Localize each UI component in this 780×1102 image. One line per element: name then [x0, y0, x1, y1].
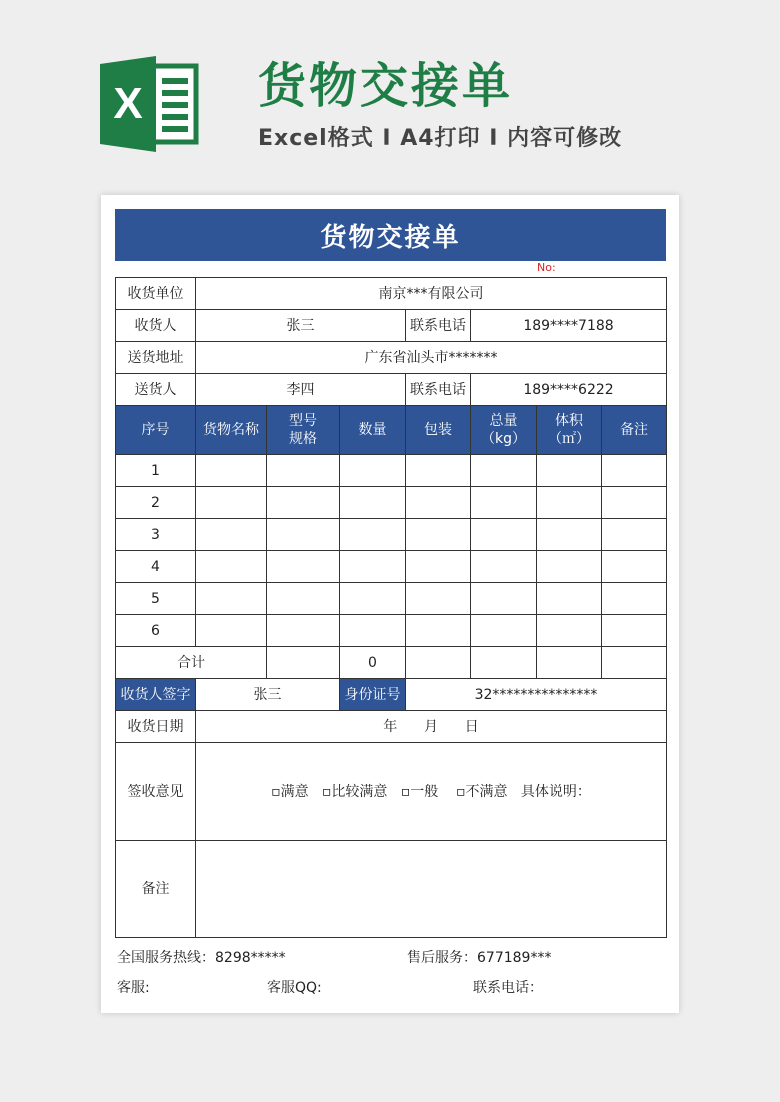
row-seq: 1 — [116, 455, 196, 487]
excel-logo-icon — [100, 56, 200, 152]
row-seq: 3 — [116, 519, 196, 551]
receiver-row — [116, 310, 667, 342]
cell-weight[interactable] — [471, 615, 537, 647]
col-header-volume-line2: （㎡） — [548, 431, 590, 447]
after-sale-service: 售后服务：677189*** — [407, 950, 552, 966]
cell-volume[interactable] — [537, 615, 602, 647]
cell-model[interactable] — [267, 487, 340, 519]
cell-weight[interactable] — [471, 519, 537, 551]
col-header-model — [267, 406, 340, 455]
cell-volume[interactable] — [537, 519, 602, 551]
receiver-phone-label: 联系电话 — [406, 310, 471, 342]
receive-date-value[interactable]: 年 月 日 — [196, 711, 667, 743]
page-title: 货物交接单 — [258, 58, 514, 114]
table-row — [116, 615, 667, 647]
cell-pack[interactable] — [406, 519, 471, 551]
deliverer-value[interactable]: 李四 — [196, 374, 406, 406]
cell-pack[interactable] — [406, 615, 471, 647]
cell-volume[interactable] — [537, 487, 602, 519]
receive-date-label: 收货日期 — [116, 711, 196, 743]
receiver-phone-value[interactable]: 189****7188 — [471, 310, 667, 342]
col-header-volume — [537, 406, 602, 455]
cell-name[interactable] — [196, 455, 267, 487]
cell-remark[interactable] — [602, 583, 667, 615]
receiver-signature-value[interactable]: 张三 — [196, 679, 340, 711]
cell-weight[interactable] — [471, 487, 537, 519]
cell-qty[interactable] — [340, 615, 406, 647]
remark-value[interactable] — [196, 841, 667, 938]
col-header-weight — [471, 406, 537, 455]
total-model-cell[interactable] — [267, 647, 340, 679]
cell-qty[interactable] — [340, 519, 406, 551]
cell-weight[interactable] — [471, 583, 537, 615]
table-row — [116, 455, 667, 487]
contact-phone: 联系电话： — [473, 980, 543, 996]
total-pack-cell[interactable] — [406, 647, 471, 679]
deliverer-label: 送货人 — [116, 374, 196, 406]
sign-opinion-label: 签收意见 — [116, 743, 196, 841]
cell-pack[interactable] — [406, 487, 471, 519]
customer-service-qq: 客服QQ: — [267, 980, 322, 996]
total-row — [116, 647, 667, 679]
total-remark-cell[interactable] — [602, 647, 667, 679]
cell-remark[interactable] — [602, 455, 667, 487]
cell-pack[interactable] — [406, 551, 471, 583]
col-header-weight-line2: （kg） — [481, 431, 526, 447]
total-volume-cell[interactable] — [537, 647, 602, 679]
remark-label: 备注 — [116, 841, 196, 938]
form-sheet — [101, 195, 679, 1013]
column-header-row — [116, 406, 667, 455]
sign-opinion-row — [116, 743, 667, 841]
row-seq: 2 — [116, 487, 196, 519]
deliverer-row — [116, 374, 667, 406]
receiver-value[interactable]: 张三 — [196, 310, 406, 342]
cell-qty[interactable] — [340, 551, 406, 583]
id-number-value[interactable]: 32*************** — [406, 679, 667, 711]
cell-remark[interactable] — [602, 551, 667, 583]
row-seq: 4 — [116, 551, 196, 583]
customer-service: 客服: — [117, 980, 150, 996]
cell-remark[interactable] — [602, 519, 667, 551]
table-row — [116, 487, 667, 519]
receiver-label: 收货人 — [116, 310, 196, 342]
row-seq: 6 — [116, 615, 196, 647]
cell-pack[interactable] — [406, 583, 471, 615]
delivery-address-label: 送货地址 — [116, 342, 196, 374]
receiver-unit-value[interactable]: 南京***有限公司 — [196, 278, 667, 310]
col-header-qty: 数量 — [340, 406, 406, 455]
table-row — [116, 583, 667, 615]
cell-volume[interactable] — [537, 455, 602, 487]
col-header-model-line2: 规格 — [289, 431, 317, 447]
cell-qty[interactable] — [340, 487, 406, 519]
service-hotline: 全国服务热线：8298***** — [117, 950, 286, 966]
sign-opinion-options[interactable]: ▫满意 ▫比较满意 ▫一般 ▫不满意 具体说明： — [196, 743, 667, 841]
receiver-unit-row — [116, 278, 667, 310]
cell-model[interactable] — [267, 519, 340, 551]
handover-table — [115, 277, 667, 938]
cell-volume[interactable] — [537, 551, 602, 583]
cell-name[interactable] — [196, 615, 267, 647]
cell-name[interactable] — [196, 519, 267, 551]
total-weight-cell[interactable] — [471, 647, 537, 679]
cell-name[interactable] — [196, 487, 267, 519]
page-subtitle: Excel格式 Ι A4打印 Ι 内容可修改 — [258, 126, 623, 151]
row-seq: 5 — [116, 583, 196, 615]
deliverer-phone-label: 联系电话 — [406, 374, 471, 406]
receive-date-row — [116, 711, 667, 743]
cell-volume[interactable] — [537, 583, 602, 615]
id-number-label: 身份证号 — [340, 679, 406, 711]
cell-weight[interactable] — [471, 455, 537, 487]
cell-qty[interactable] — [340, 583, 406, 615]
cell-remark[interactable] — [602, 487, 667, 519]
col-header-weight-line1: 总量 — [489, 413, 518, 429]
cell-model[interactable] — [267, 583, 340, 615]
remark-row — [116, 841, 667, 938]
cell-model[interactable] — [267, 615, 340, 647]
receiver-unit-label: 收货单位 — [116, 278, 196, 310]
col-header-volume-line1: 体积 — [555, 413, 583, 429]
col-header-pack: 包装 — [406, 406, 471, 455]
cell-weight[interactable] — [471, 551, 537, 583]
deliverer-phone-value[interactable]: 189****6222 — [471, 374, 667, 406]
cell-model[interactable] — [267, 455, 340, 487]
cell-qty[interactable] — [340, 455, 406, 487]
col-header-name: 货物名称 — [196, 406, 267, 455]
table-row — [116, 551, 667, 583]
cell-pack[interactable] — [406, 455, 471, 487]
delivery-address-value[interactable]: 广东省汕头市******* — [196, 342, 667, 374]
page-header — [0, 0, 780, 195]
delivery-address-row — [116, 342, 667, 374]
table-row — [116, 519, 667, 551]
cell-model[interactable] — [267, 551, 340, 583]
signature-row — [116, 679, 667, 711]
form-title: 货物交接单 — [115, 209, 666, 261]
col-header-remark: 备注 — [602, 406, 667, 455]
form-number-label: No: — [537, 261, 556, 274]
cell-name[interactable] — [196, 551, 267, 583]
cell-remark[interactable] — [602, 615, 667, 647]
excel-logo-letter: X — [113, 79, 143, 128]
total-label: 合计 — [116, 647, 267, 679]
receiver-signature-label: 收货人签字 — [116, 679, 196, 711]
total-qty[interactable]: 0 — [340, 647, 406, 679]
col-header-model-line1: 型号 — [289, 413, 317, 429]
cell-name[interactable] — [196, 583, 267, 615]
col-header-seq: 序号 — [116, 406, 196, 455]
